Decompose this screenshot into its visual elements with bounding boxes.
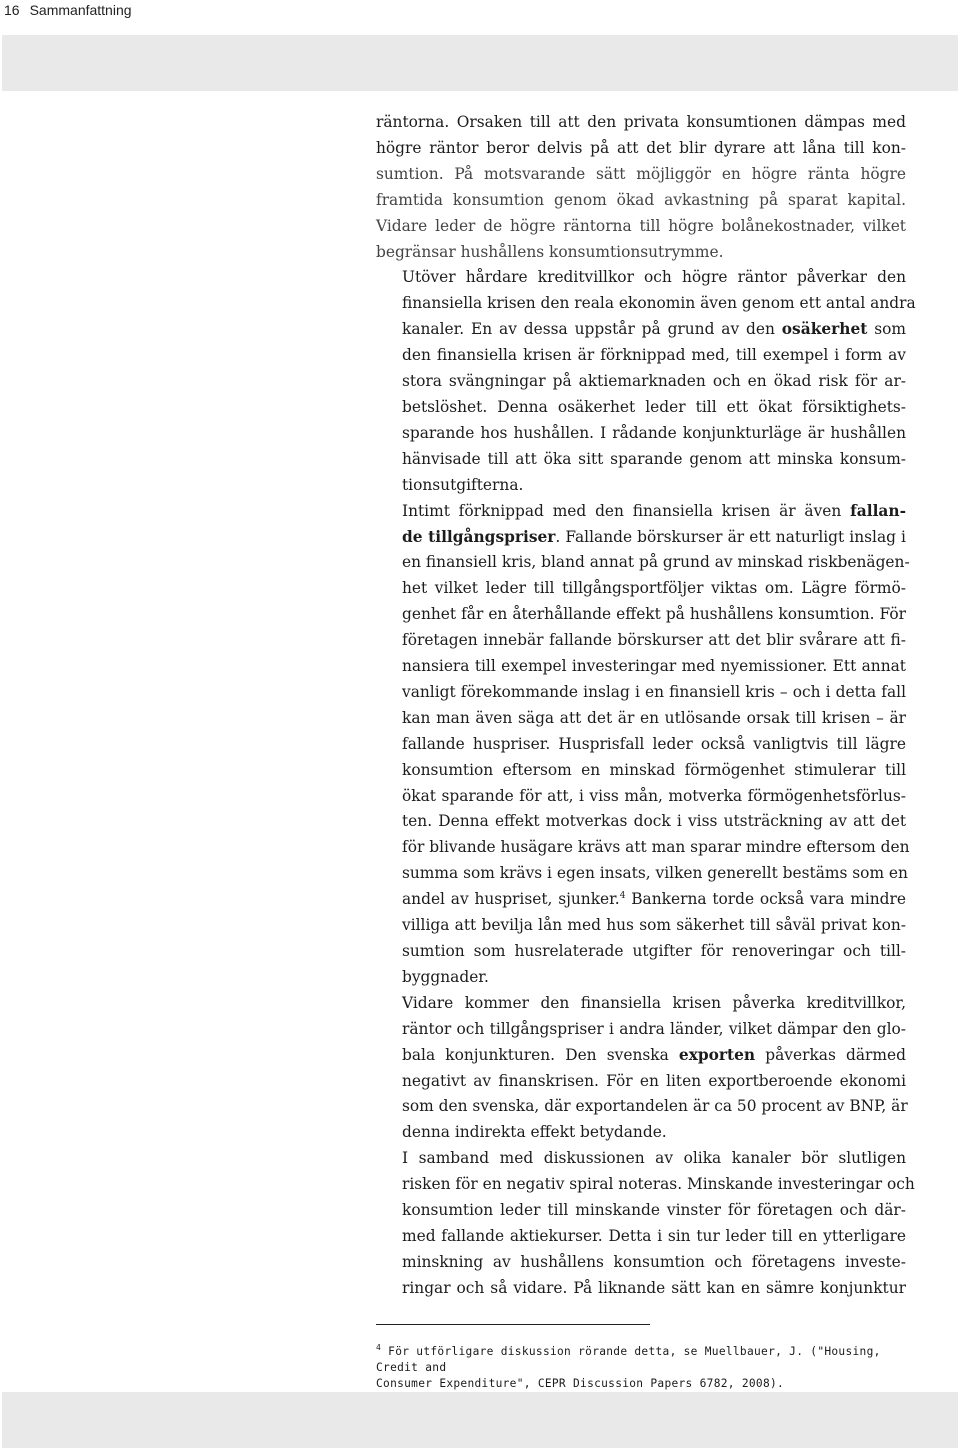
text-line: ringar och så vidare. På liknande sätt kan en sämre konjunktur <box>402 1278 906 1297</box>
footnote-ref-4[interactable]: 4 <box>619 891 626 902</box>
text-line: företagen innebär fallande börskurser att det blir svårare att fi- <box>402 631 906 650</box>
text-line: den finansiella krisen är förknippad med, till exempel i form av <box>402 346 906 365</box>
emphasis-fallande: fallan- <box>850 501 906 520</box>
footnote-line: Consumer Expenditure", CEPR Discussion Papers 6782, 2008). <box>376 1377 785 1390</box>
text-line: begränsar hushållens konsumtionsutrymme. <box>376 242 724 261</box>
emphasis-exporten: exporten <box>678 1045 756 1064</box>
text-run: kanaler. En av dessa uppstår på grund av den <box>402 320 775 339</box>
text-line: fallande huspriser. Husprisfall leder också vanligtvis till lägre <box>402 734 906 753</box>
text-line: kan man även säga att det är en utlösande orsak till krisen – är <box>402 708 906 727</box>
text-run: andel av huspriset, sjunker. <box>402 890 620 909</box>
footnote-line <box>376 1344 916 1376</box>
footnote-4 <box>376 1344 916 1392</box>
text-line: betslöshet. Denna osäkerhet leder till ett ökat försiktighets- <box>402 397 906 416</box>
text-line: för blivande husägare krävs att man sparar mindre eftersom den <box>402 838 910 857</box>
bottom-gray-band <box>2 1392 958 1448</box>
paragraph-3 <box>376 499 910 991</box>
text-line: denna indirekta effekt betydande. <box>402 1123 667 1142</box>
text-line: minskning av hushållens konsumtion och företagens investe- <box>402 1252 906 1271</box>
text-line: ten. Denna effekt motverkas dock i viss utsträckning av att det <box>402 812 906 831</box>
text-line: Vidare leder de högre räntorna till högre bolånekostnader, vilket <box>376 216 906 235</box>
text-line: sumtion. På motsvarande sätt möjliggör en högre ränta högre <box>376 164 906 183</box>
text-line: konsumtion eftersom en minskad förmögenhet stimulerar till <box>402 760 906 779</box>
body-text <box>376 110 916 1302</box>
footnote-text: För utförligare diskussion rörande detta, se Muellbauer, J. ("Housing, Credit and <box>376 1345 881 1374</box>
text-run: Bankerna torde också vara mindre <box>625 890 906 909</box>
text-line: finansiella krisen den reala ekonomin även genom ett antal andra <box>402 294 916 313</box>
emphasis-osakerhet: osäkerhet <box>781 320 868 339</box>
text-line: nansiera till exempel investeringar med nyemissioner. Ett annat <box>402 657 906 676</box>
footnote-divider <box>376 1324 650 1325</box>
text-line: högre räntor beror delvis på att det blir dyrare att låna till kon- <box>376 138 906 157</box>
text-line: summa som krävs i egen insats, vilken generellt bestäms som en <box>402 864 908 883</box>
paragraph-2 <box>376 265 916 498</box>
text-run: som <box>874 320 906 339</box>
text-line: villiga att bevilja lån med hus som säkerhet till såväl privat kon- <box>402 916 906 935</box>
paragraph-1 <box>376 110 906 265</box>
text-line <box>376 317 906 343</box>
text-line: tionsutgifterna. <box>402 475 524 494</box>
text-line: med fallande aktiekurser. Detta i sin tur leder till en ytterligare <box>402 1226 906 1245</box>
text-line: genhet får en återhållande effekt på hushållens konsumtion. För <box>402 605 906 624</box>
text-line: risken för en negativ spiral noteras. Minskande investeringar och <box>402 1175 915 1194</box>
text-line: hänvisade till att öka sitt sparande genom att minska konsum- <box>402 449 906 468</box>
text-line: vanligt förekommande inslag i en finansiell kris – och i detta fall <box>402 682 906 701</box>
text-line: som den svenska, där exportandelen är ca 50 procent av BNP, är <box>402 1097 908 1116</box>
text-line: negativt av finanskrisen. För en liten exportberoende ekonomi <box>402 1071 906 1090</box>
text-line: sumtion som husrelaterade utgifter för renoveringar och till- <box>402 942 906 960</box>
text-run: Intimt förknippad med den finansiella krisen är även <box>402 501 842 520</box>
section-title: Sammanfattning <box>29 2 132 18</box>
text-line: I samband med diskussionen av olika kanaler bör slutligen <box>402 1149 906 1168</box>
text-line: sparande hos hushållen. I rådande konjunkturläge är hushållen <box>402 423 906 442</box>
text-line <box>376 499 906 525</box>
text-line: stora svängningar på aktiemarknaden och en ökad risk för ar- <box>402 372 906 391</box>
text-line <box>376 525 906 551</box>
top-gray-band <box>2 35 958 91</box>
text-line: framtida konsumtion genom ökad avkastning på sparat kapital. <box>376 190 906 209</box>
text-line: het vilket leder till tillgångsportföljer viktas om. Lägre förmö- <box>402 579 906 598</box>
paragraph-5 <box>376 1146 915 1301</box>
text-run: . Fallande börskurser är ett naturligt inslag i <box>555 527 906 546</box>
emphasis-tillgangspriser: de tillgångspriser <box>402 527 556 546</box>
page-number: 16 <box>4 2 20 18</box>
text-line: räntor och tillgångspriser i andra länder, vilket dämpar den glo- <box>402 1019 906 1038</box>
text-line: byggnader. <box>402 967 489 986</box>
text-line: räntorna. Orsaken till att den privata konsumtionen dämpas med <box>376 113 906 131</box>
paragraph-4 <box>376 991 906 1146</box>
text-line: konsumtion leder till minskande vinster för företagen och där- <box>402 1201 906 1220</box>
running-head <box>4 0 132 20</box>
text-line: en finansiell kris, bland annat på grund av minskad riskbenägen- <box>402 553 910 572</box>
text-line: Utöver hårdare kreditvillkor och högre räntor påverkar den <box>402 268 906 287</box>
text-line <box>376 1043 906 1069</box>
footnote-number: 4 <box>376 1343 382 1352</box>
text-line: Vidare kommer den finansiella krisen påverka kreditvillkor, <box>402 993 906 1012</box>
text-line <box>376 887 906 913</box>
text-run: påverkas därmed <box>765 1045 906 1064</box>
text-line: ökat sparande för att, i viss mån, motverka förmögenhetsförlus- <box>402 786 906 805</box>
text-run: bala konjunkturen. Den svenska <box>402 1045 669 1064</box>
